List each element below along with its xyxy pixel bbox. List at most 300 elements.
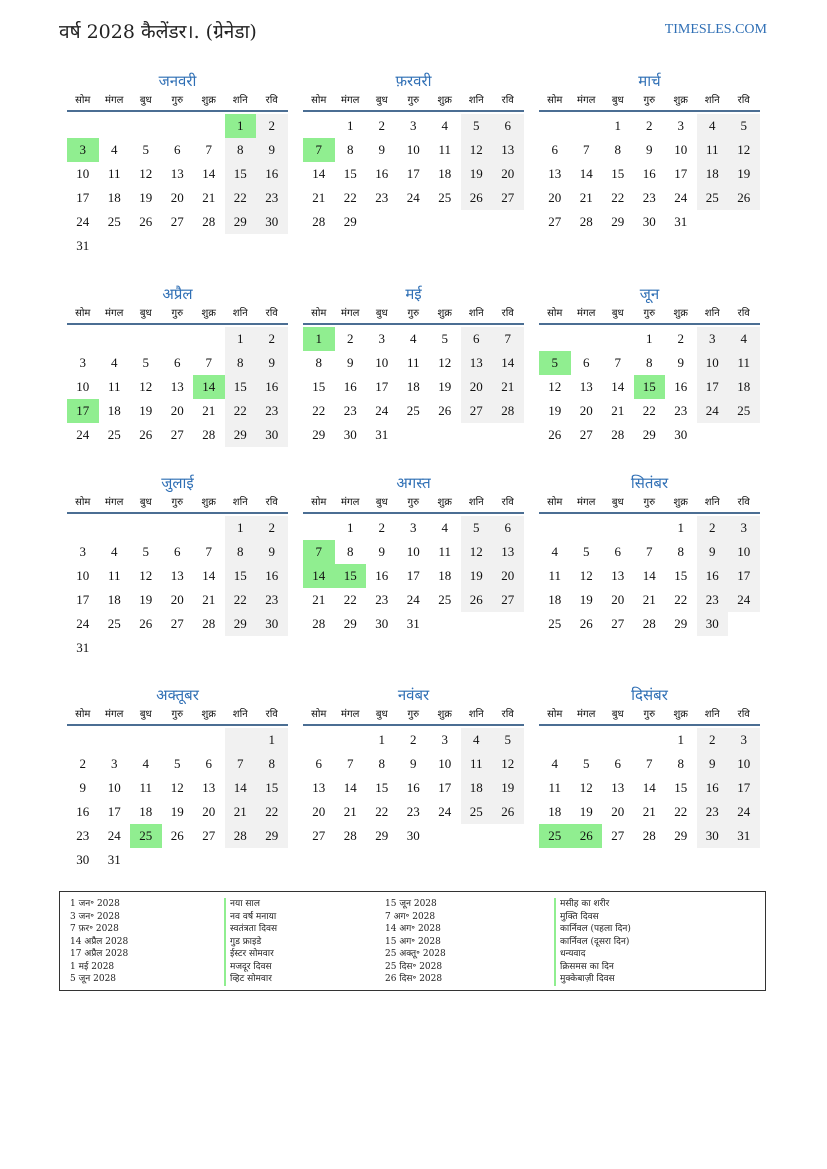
day-cell[interactable]: 2 xyxy=(79,756,86,771)
day-cell[interactable]: 11 xyxy=(107,568,121,583)
day-cell[interactable]: 29 xyxy=(343,214,357,229)
day-cell[interactable]: 11 xyxy=(548,568,562,583)
day-cell[interactable]: 23 xyxy=(642,190,656,205)
day-cell[interactable]: 5 xyxy=(461,516,493,540)
day-cell[interactable]: 12 xyxy=(438,355,452,370)
day-cell[interactable]: 23 xyxy=(674,403,688,418)
day-cell[interactable]: 23 xyxy=(256,186,288,210)
day-cell[interactable]: 4 xyxy=(728,327,760,351)
day-cell[interactable]: 31 xyxy=(76,238,90,253)
day-cell[interactable]: 5 xyxy=(492,728,524,752)
day-cell[interactable]: 4 xyxy=(441,118,448,133)
day-cell[interactable]: 9 xyxy=(697,752,729,776)
day-cell[interactable]: 22 xyxy=(225,588,257,612)
day-cell[interactable]: 5 xyxy=(728,114,760,138)
day-cell[interactable]: 28 xyxy=(611,427,625,442)
day-cell[interactable]: 4 xyxy=(410,331,417,346)
day-cell[interactable]: 3 xyxy=(677,118,684,133)
day-cell[interactable]: 1 xyxy=(256,728,288,752)
day-cell[interactable]: 15 xyxy=(674,568,688,583)
day-cell[interactable]: 14 xyxy=(312,166,326,181)
day-cell[interactable]: 16 xyxy=(256,375,288,399)
day-cell[interactable]: 1 xyxy=(225,327,257,351)
day-cell[interactable]: 26 xyxy=(438,403,452,418)
day-cell[interactable]: 23 xyxy=(406,804,420,819)
day-cell[interactable]: 6 xyxy=(315,756,322,771)
day-cell[interactable]: 16 xyxy=(256,564,288,588)
day-cell[interactable]: 27 xyxy=(170,616,184,631)
day-cell[interactable]: 7 xyxy=(614,355,621,370)
day-cell[interactable]: 24 xyxy=(728,588,760,612)
day-cell[interactable]: 26 xyxy=(139,214,153,229)
day-cell[interactable]: 8 xyxy=(378,756,385,771)
day-cell[interactable]: 10 xyxy=(674,142,688,157)
day-cell[interactable]: 30 xyxy=(343,427,357,442)
day-cell[interactable]: 24 xyxy=(697,399,729,423)
day-cell[interactable]: 2 xyxy=(697,516,729,540)
day-cell[interactable]: 26 xyxy=(170,828,184,843)
day-cell[interactable]: 27 xyxy=(170,214,184,229)
day-cell-holiday[interactable]: 1 xyxy=(303,327,335,351)
day-cell[interactable]: 30 xyxy=(674,427,688,442)
day-cell[interactable]: 11 xyxy=(461,752,493,776)
day-cell[interactable]: 4 xyxy=(111,544,118,559)
day-cell[interactable]: 6 xyxy=(205,756,212,771)
day-cell[interactable]: 7 xyxy=(646,544,653,559)
day-cell[interactable]: 11 xyxy=(438,142,452,157)
day-cell[interactable]: 16 xyxy=(697,776,729,800)
day-cell[interactable]: 17 xyxy=(728,776,760,800)
day-cell[interactable]: 10 xyxy=(76,379,90,394)
day-cell[interactable]: 20 xyxy=(461,375,493,399)
day-cell[interactable]: 15 xyxy=(225,162,257,186)
day-cell[interactable]: 19 xyxy=(579,804,593,819)
day-cell-holiday[interactable]: 25 xyxy=(130,824,162,848)
day-cell[interactable]: 22 xyxy=(375,804,389,819)
day-cell[interactable]: 18 xyxy=(548,592,562,607)
day-cell[interactable]: 19 xyxy=(492,776,524,800)
day-cell[interactable]: 15 xyxy=(674,780,688,795)
day-cell[interactable]: 5 xyxy=(583,756,590,771)
day-cell[interactable]: 24 xyxy=(674,190,688,205)
day-cell[interactable]: 7 xyxy=(205,355,212,370)
day-cell[interactable]: 15 xyxy=(256,776,288,800)
day-cell[interactable]: 1 xyxy=(614,118,621,133)
day-cell[interactable]: 30 xyxy=(256,210,288,234)
day-cell[interactable]: 21 xyxy=(343,804,357,819)
day-cell[interactable]: 12 xyxy=(579,568,593,583)
day-cell[interactable]: 28 xyxy=(312,214,326,229)
day-cell[interactable]: 13 xyxy=(461,351,493,375)
day-cell[interactable]: 27 xyxy=(461,399,493,423)
day-cell[interactable]: 5 xyxy=(142,544,149,559)
day-cell[interactable]: 18 xyxy=(107,190,121,205)
day-cell[interactable]: 16 xyxy=(76,804,90,819)
day-cell[interactable]: 13 xyxy=(548,166,562,181)
day-cell[interactable]: 21 xyxy=(202,190,216,205)
day-cell[interactable]: 18 xyxy=(139,804,153,819)
day-cell-holiday[interactable]: 25 xyxy=(539,824,571,848)
day-cell[interactable]: 26 xyxy=(461,186,493,210)
day-cell[interactable]: 18 xyxy=(697,162,729,186)
day-cell[interactable]: 12 xyxy=(579,780,593,795)
day-cell[interactable]: 15 xyxy=(312,379,326,394)
day-cell[interactable]: 30 xyxy=(375,616,389,631)
day-cell[interactable]: 9 xyxy=(378,544,385,559)
day-cell[interactable]: 24 xyxy=(375,403,389,418)
day-cell[interactable]: 27 xyxy=(312,828,326,843)
day-cell[interactable]: 18 xyxy=(107,403,121,418)
day-cell[interactable]: 11 xyxy=(438,544,452,559)
day-cell[interactable]: 7 xyxy=(646,756,653,771)
day-cell[interactable]: 30 xyxy=(256,612,288,636)
day-cell[interactable]: 11 xyxy=(107,166,121,181)
day-cell[interactable]: 1 xyxy=(677,732,684,747)
day-cell[interactable]: 2 xyxy=(256,114,288,138)
day-cell[interactable]: 21 xyxy=(312,190,326,205)
day-cell[interactable]: 19 xyxy=(579,592,593,607)
day-cell[interactable]: 19 xyxy=(461,162,493,186)
day-cell[interactable]: 11 xyxy=(697,138,729,162)
day-cell[interactable]: 23 xyxy=(256,588,288,612)
day-cell[interactable]: 22 xyxy=(343,592,357,607)
day-cell[interactable]: 26 xyxy=(139,616,153,631)
day-cell-holiday[interactable]: 15 xyxy=(335,564,367,588)
day-cell[interactable]: 4 xyxy=(441,520,448,535)
day-cell[interactable]: 2 xyxy=(256,327,288,351)
day-cell[interactable]: 14 xyxy=(225,776,257,800)
day-cell[interactable]: 26 xyxy=(461,588,493,612)
day-cell[interactable]: 28 xyxy=(202,427,216,442)
day-cell[interactable]: 7 xyxy=(492,327,524,351)
day-cell[interactable]: 24 xyxy=(406,190,420,205)
day-cell[interactable]: 8 xyxy=(677,544,684,559)
day-cell[interactable]: 16 xyxy=(375,166,389,181)
day-cell[interactable]: 7 xyxy=(225,752,257,776)
day-cell[interactable]: 17 xyxy=(728,564,760,588)
day-cell[interactable]: 2 xyxy=(697,728,729,752)
day-cell[interactable]: 25 xyxy=(728,399,760,423)
day-cell[interactable]: 28 xyxy=(343,828,357,843)
day-cell[interactable]: 21 xyxy=(202,592,216,607)
day-cell[interactable]: 12 xyxy=(139,568,153,583)
day-cell[interactable]: 29 xyxy=(225,210,257,234)
day-cell[interactable]: 3 xyxy=(79,355,86,370)
day-cell[interactable]: 6 xyxy=(492,114,524,138)
day-cell[interactable]: 24 xyxy=(76,427,90,442)
day-cell[interactable]: 13 xyxy=(611,568,625,583)
day-cell[interactable]: 17 xyxy=(697,375,729,399)
day-cell[interactable]: 29 xyxy=(611,214,625,229)
day-cell[interactable]: 28 xyxy=(202,214,216,229)
day-cell[interactable]: 6 xyxy=(551,142,558,157)
day-cell[interactable]: 10 xyxy=(438,756,452,771)
day-cell[interactable]: 18 xyxy=(728,375,760,399)
day-cell[interactable]: 9 xyxy=(347,355,354,370)
day-cell[interactable]: 19 xyxy=(728,162,760,186)
day-cell[interactable]: 8 xyxy=(347,544,354,559)
day-cell[interactable]: 29 xyxy=(225,423,257,447)
day-cell[interactable]: 18 xyxy=(438,166,452,181)
day-cell[interactable]: 3 xyxy=(378,331,385,346)
day-cell[interactable]: 11 xyxy=(548,780,562,795)
day-cell[interactable]: 19 xyxy=(461,564,493,588)
day-cell[interactable]: 5 xyxy=(461,114,493,138)
day-cell[interactable]: 13 xyxy=(579,379,593,394)
day-cell[interactable]: 18 xyxy=(438,568,452,583)
day-cell[interactable]: 10 xyxy=(406,544,420,559)
day-cell[interactable]: 15 xyxy=(343,166,357,181)
day-cell[interactable]: 2 xyxy=(347,331,354,346)
day-cell[interactable]: 30 xyxy=(697,824,729,848)
site-link[interactable]: TIMESLES.COM xyxy=(664,22,767,37)
day-cell[interactable]: 31 xyxy=(406,616,420,631)
day-cell[interactable]: 4 xyxy=(551,756,558,771)
day-cell[interactable]: 4 xyxy=(142,756,149,771)
day-cell[interactable]: 14 xyxy=(492,351,524,375)
day-cell[interactable]: 20 xyxy=(548,190,562,205)
day-cell[interactable]: 22 xyxy=(611,190,625,205)
day-cell[interactable]: 1 xyxy=(677,520,684,535)
day-cell[interactable]: 26 xyxy=(492,800,524,824)
day-cell[interactable]: 11 xyxy=(728,351,760,375)
day-cell[interactable]: 30 xyxy=(76,852,90,867)
day-cell[interactable]: 20 xyxy=(492,564,524,588)
day-cell[interactable]: 10 xyxy=(375,355,389,370)
day-cell[interactable]: 31 xyxy=(107,852,121,867)
day-cell[interactable]: 27 xyxy=(170,427,184,442)
day-cell[interactable]: 22 xyxy=(642,403,656,418)
day-cell[interactable]: 2 xyxy=(646,118,653,133)
day-cell[interactable]: 10 xyxy=(76,166,90,181)
day-cell[interactable]: 12 xyxy=(139,379,153,394)
day-cell[interactable]: 24 xyxy=(728,800,760,824)
day-cell[interactable]: 17 xyxy=(76,592,90,607)
day-cell[interactable]: 18 xyxy=(107,592,121,607)
day-cell[interactable]: 25 xyxy=(438,190,452,205)
day-cell[interactable]: 18 xyxy=(461,776,493,800)
day-cell[interactable]: 20 xyxy=(312,804,326,819)
day-cell[interactable]: 25 xyxy=(697,186,729,210)
day-cell[interactable]: 28 xyxy=(492,399,524,423)
day-cell[interactable]: 26 xyxy=(139,427,153,442)
day-cell[interactable]: 17 xyxy=(107,804,121,819)
day-cell[interactable]: 19 xyxy=(170,804,184,819)
day-cell[interactable]: 21 xyxy=(202,403,216,418)
day-cell[interactable]: 4 xyxy=(551,544,558,559)
day-cell[interactable]: 22 xyxy=(674,804,688,819)
day-cell[interactable]: 28 xyxy=(312,616,326,631)
day-cell[interactable]: 7 xyxy=(205,544,212,559)
day-cell[interactable]: 6 xyxy=(614,544,621,559)
day-cell[interactable]: 13 xyxy=(202,780,216,795)
day-cell[interactable]: 11 xyxy=(107,379,121,394)
day-cell[interactable]: 12 xyxy=(461,540,493,564)
day-cell[interactable]: 29 xyxy=(256,824,288,848)
day-cell[interactable]: 26 xyxy=(728,186,760,210)
day-cell[interactable]: 28 xyxy=(642,616,656,631)
day-cell[interactable]: 14 xyxy=(611,379,625,394)
day-cell[interactable]: 31 xyxy=(728,824,760,848)
day-cell[interactable]: 29 xyxy=(642,427,656,442)
day-cell[interactable]: 8 xyxy=(225,351,257,375)
day-cell[interactable]: 1 xyxy=(378,732,385,747)
day-cell[interactable]: 25 xyxy=(107,616,121,631)
day-cell[interactable]: 8 xyxy=(347,142,354,157)
day-cell[interactable]: 28 xyxy=(642,828,656,843)
day-cell[interactable]: 13 xyxy=(312,780,326,795)
day-cell[interactable]: 23 xyxy=(375,190,389,205)
day-cell[interactable]: 23 xyxy=(343,403,357,418)
day-cell[interactable]: 22 xyxy=(225,186,257,210)
day-cell[interactable]: 19 xyxy=(548,403,562,418)
day-cell[interactable]: 27 xyxy=(492,186,524,210)
day-cell[interactable]: 11 xyxy=(406,355,420,370)
day-cell[interactable]: 16 xyxy=(674,379,688,394)
day-cell-holiday[interactable]: 17 xyxy=(67,399,99,423)
day-cell[interactable]: 7 xyxy=(205,142,212,157)
day-cell[interactable]: 30 xyxy=(406,828,420,843)
day-cell[interactable]: 22 xyxy=(312,403,326,418)
day-cell[interactable]: 19 xyxy=(139,592,153,607)
day-cell[interactable]: 27 xyxy=(202,828,216,843)
day-cell[interactable]: 24 xyxy=(438,804,452,819)
day-cell[interactable]: 10 xyxy=(728,540,760,564)
day-cell[interactable]: 6 xyxy=(492,516,524,540)
day-cell[interactable]: 21 xyxy=(642,592,656,607)
day-cell[interactable]: 3 xyxy=(728,728,760,752)
day-cell[interactable]: 12 xyxy=(461,138,493,162)
day-cell[interactable]: 20 xyxy=(170,592,184,607)
day-cell[interactable]: 4 xyxy=(111,142,118,157)
day-cell-holiday[interactable]: 15 xyxy=(634,375,666,399)
day-cell[interactable]: 31 xyxy=(375,427,389,442)
day-cell[interactable]: 21 xyxy=(579,190,593,205)
day-cell[interactable]: 9 xyxy=(677,355,684,370)
day-cell[interactable]: 17 xyxy=(406,568,420,583)
day-cell[interactable]: 19 xyxy=(139,190,153,205)
day-cell[interactable]: 30 xyxy=(256,423,288,447)
day-cell[interactable]: 31 xyxy=(76,640,90,655)
day-cell[interactable]: 9 xyxy=(646,142,653,157)
day-cell[interactable]: 29 xyxy=(225,612,257,636)
day-cell[interactable]: 28 xyxy=(225,824,257,848)
day-cell[interactable]: 27 xyxy=(579,427,593,442)
day-cell[interactable]: 8 xyxy=(225,540,257,564)
day-cell[interactable]: 25 xyxy=(406,403,420,418)
day-cell[interactable]: 17 xyxy=(438,780,452,795)
day-cell[interactable]: 3 xyxy=(697,327,729,351)
day-cell[interactable]: 6 xyxy=(583,355,590,370)
day-cell[interactable]: 22 xyxy=(225,399,257,423)
day-cell[interactable]: 1 xyxy=(225,516,257,540)
day-cell[interactable]: 26 xyxy=(548,427,562,442)
day-cell[interactable]: 28 xyxy=(579,214,593,229)
day-cell[interactable]: 21 xyxy=(225,800,257,824)
day-cell[interactable]: 20 xyxy=(170,190,184,205)
day-cell[interactable]: 3 xyxy=(111,756,118,771)
day-cell[interactable]: 5 xyxy=(174,756,181,771)
day-cell[interactable]: 9 xyxy=(410,756,417,771)
day-cell[interactable]: 12 xyxy=(492,752,524,776)
day-cell[interactable]: 25 xyxy=(438,592,452,607)
day-cell[interactable]: 6 xyxy=(461,327,493,351)
day-cell[interactable]: 13 xyxy=(170,379,184,394)
day-cell[interactable]: 18 xyxy=(406,379,420,394)
day-cell[interactable]: 22 xyxy=(343,190,357,205)
day-cell[interactable]: 23 xyxy=(256,399,288,423)
day-cell[interactable]: 12 xyxy=(548,379,562,394)
day-cell[interactable]: 8 xyxy=(315,355,322,370)
day-cell[interactable]: 16 xyxy=(375,568,389,583)
day-cell[interactable]: 2 xyxy=(378,118,385,133)
day-cell[interactable]: 15 xyxy=(225,375,257,399)
day-cell[interactable]: 16 xyxy=(642,166,656,181)
day-cell[interactable]: 1 xyxy=(347,520,354,535)
day-cell[interactable]: 21 xyxy=(611,403,625,418)
day-cell[interactable]: 6 xyxy=(174,355,181,370)
day-cell[interactable]: 4 xyxy=(697,114,729,138)
day-cell[interactable]: 5 xyxy=(583,544,590,559)
day-cell[interactable]: 8 xyxy=(646,355,653,370)
day-cell[interactable]: 10 xyxy=(406,142,420,157)
day-cell[interactable]: 10 xyxy=(107,780,121,795)
day-cell[interactable]: 3 xyxy=(410,520,417,535)
day-cell[interactable]: 26 xyxy=(579,616,593,631)
day-cell[interactable]: 1 xyxy=(347,118,354,133)
day-cell[interactable]: 15 xyxy=(611,166,625,181)
day-cell[interactable]: 22 xyxy=(674,592,688,607)
day-cell[interactable]: 20 xyxy=(611,592,625,607)
day-cell-holiday[interactable]: 5 xyxy=(539,351,571,375)
day-cell[interactable]: 23 xyxy=(697,800,729,824)
day-cell[interactable]: 29 xyxy=(674,828,688,843)
day-cell[interactable]: 7 xyxy=(347,756,354,771)
day-cell[interactable]: 17 xyxy=(406,166,420,181)
day-cell[interactable]: 29 xyxy=(674,616,688,631)
day-cell[interactable]: 20 xyxy=(492,162,524,186)
day-cell[interactable]: 14 xyxy=(642,568,656,583)
day-cell-holiday[interactable]: 7 xyxy=(303,540,335,564)
day-cell[interactable]: 14 xyxy=(202,568,216,583)
day-cell[interactable]: 2 xyxy=(256,516,288,540)
day-cell[interactable]: 4 xyxy=(111,355,118,370)
day-cell[interactable]: 20 xyxy=(170,403,184,418)
day-cell-holiday[interactable]: 7 xyxy=(303,138,335,162)
day-cell[interactable]: 18 xyxy=(548,804,562,819)
day-cell[interactable]: 23 xyxy=(76,828,90,843)
day-cell[interactable]: 6 xyxy=(174,142,181,157)
day-cell[interactable]: 3 xyxy=(410,118,417,133)
day-cell[interactable]: 20 xyxy=(202,804,216,819)
day-cell-holiday[interactable]: 1 xyxy=(225,114,257,138)
day-cell[interactable]: 16 xyxy=(697,564,729,588)
day-cell[interactable]: 14 xyxy=(343,780,357,795)
day-cell[interactable]: 5 xyxy=(441,331,448,346)
day-cell[interactable]: 10 xyxy=(728,752,760,776)
day-cell[interactable]: 9 xyxy=(79,780,86,795)
day-cell[interactable]: 9 xyxy=(256,138,288,162)
day-cell[interactable]: 23 xyxy=(697,588,729,612)
day-cell[interactable]: 13 xyxy=(492,138,524,162)
day-cell[interactable]: 2 xyxy=(378,520,385,535)
day-cell-holiday[interactable]: 14 xyxy=(193,375,225,399)
day-cell-holiday[interactable]: 26 xyxy=(571,824,603,848)
day-cell[interactable]: 17 xyxy=(674,166,688,181)
day-cell[interactable]: 13 xyxy=(492,540,524,564)
day-cell[interactable]: 24 xyxy=(107,828,121,843)
day-cell[interactable]: 2 xyxy=(677,331,684,346)
